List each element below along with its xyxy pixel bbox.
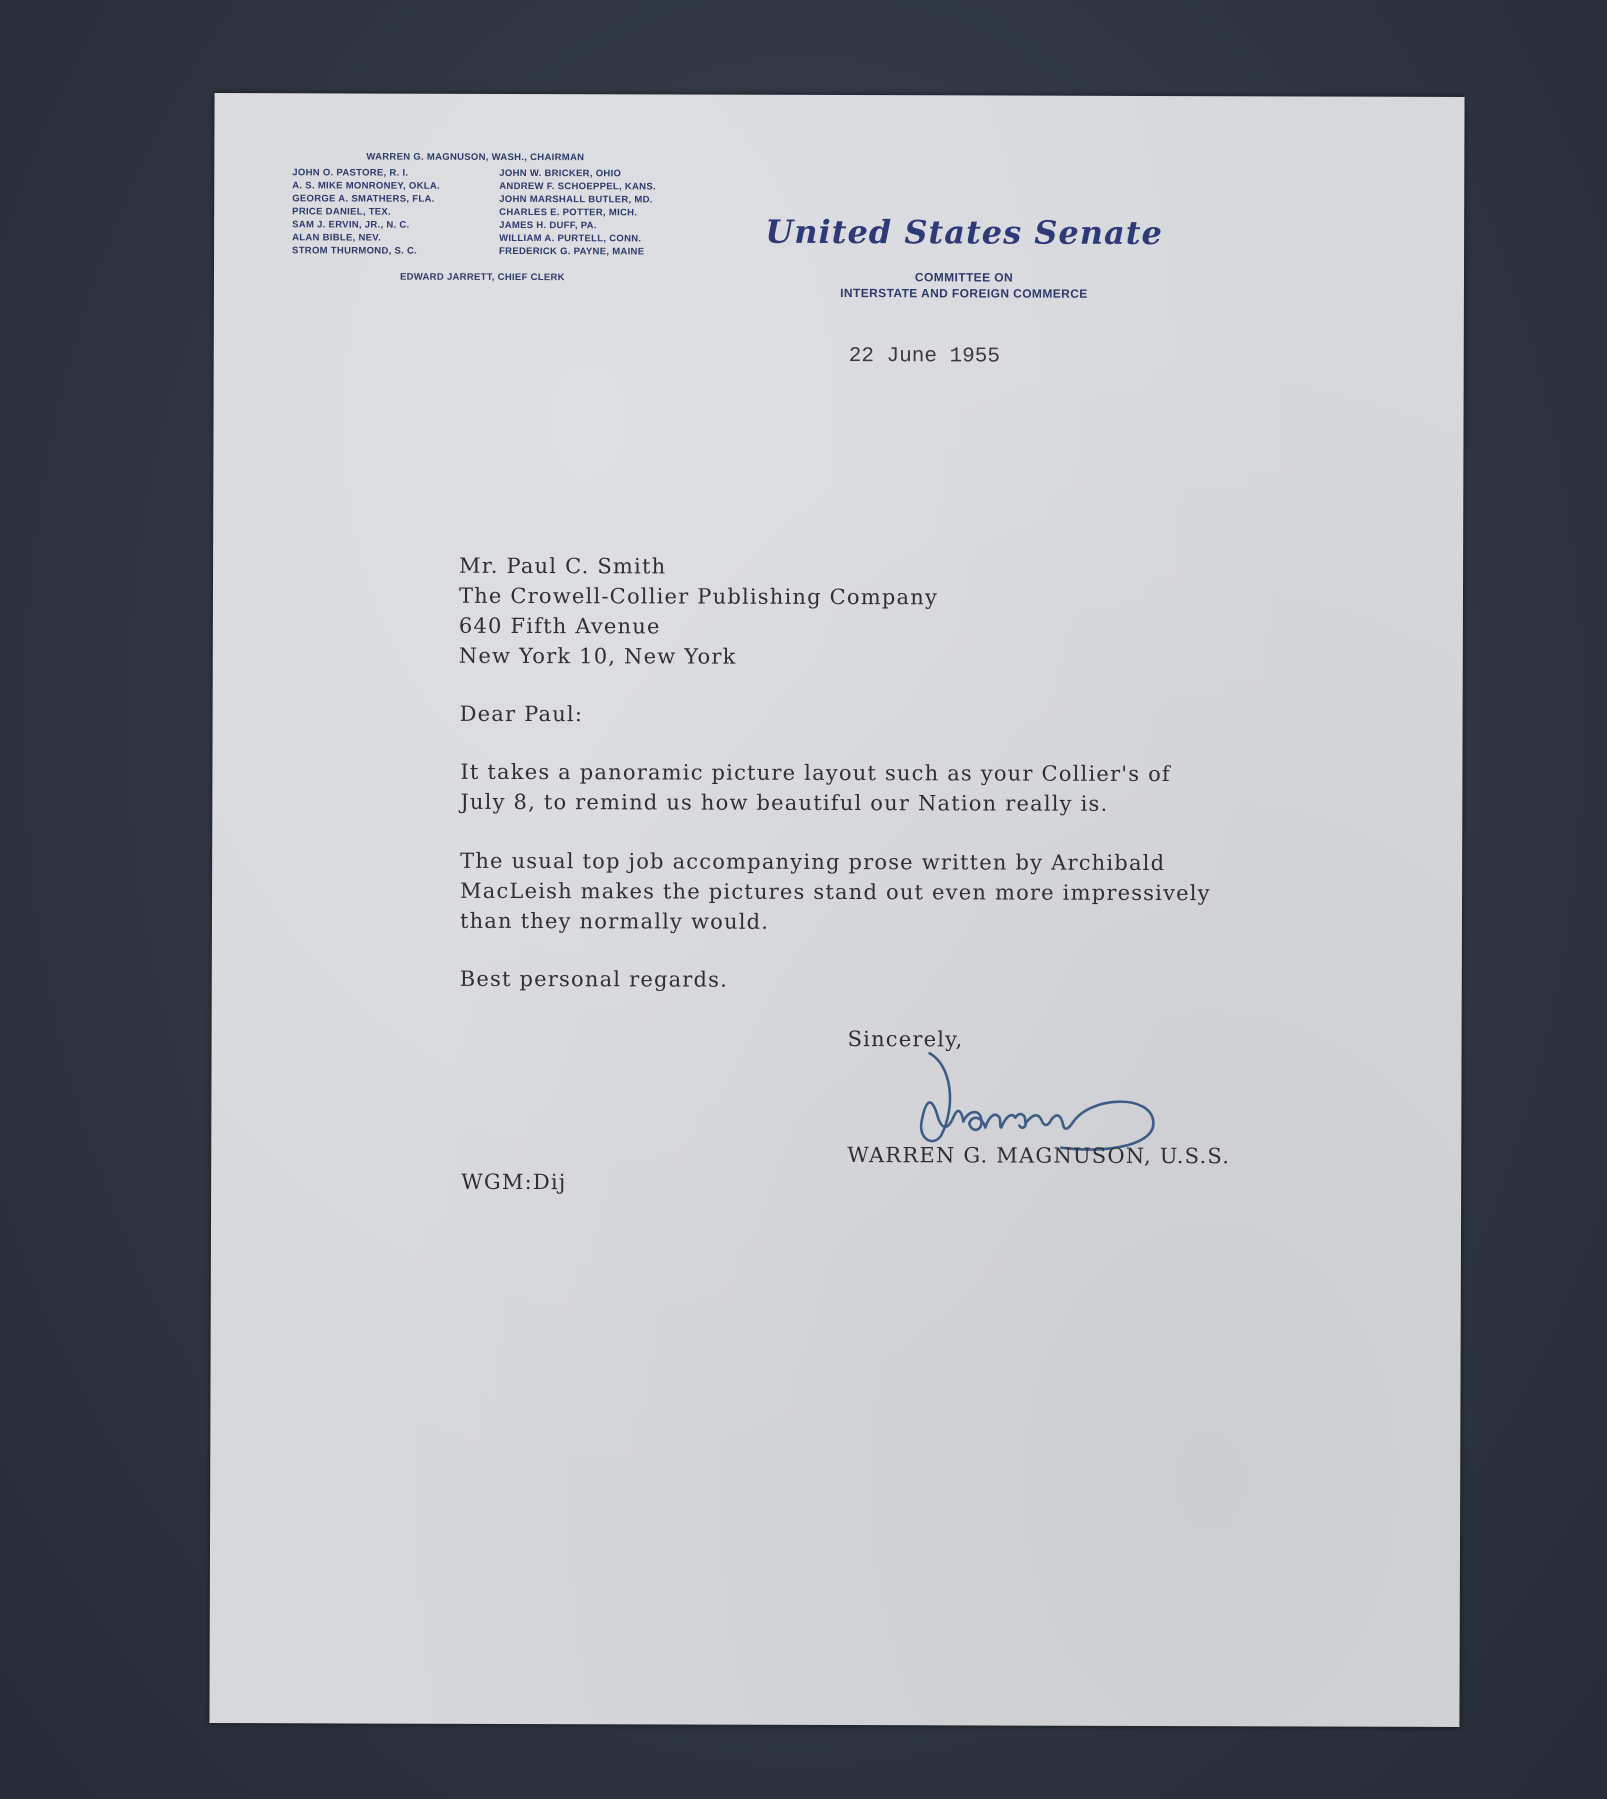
letterhead-member: CHARLES E. POTTER, MICH. (499, 206, 638, 219)
body-paragraph (460, 757, 1171, 819)
body-line: It takes a panoramic picture layout such as your Collier's of (460, 759, 1171, 787)
salutation: Dear Paul: (459, 701, 584, 727)
letter-page (209, 93, 1464, 1727)
letterhead-member: FREDERICK G. PAYNE, MAINE (499, 245, 645, 258)
letterhead-member: GEORGE A. SMATHERS, FLA. (292, 193, 435, 205)
address-line: The Crowell-Collier Publishing Company (458, 583, 939, 610)
letterhead-members-left (292, 166, 440, 257)
committee-name (744, 269, 1184, 302)
sign-off: Sincerely, (847, 1027, 964, 1052)
address-line: Mr. Paul C. Smith (459, 553, 667, 579)
letterhead-member: JOHN W. BRICKER, OHIO (499, 167, 622, 180)
letterhead-members-right (499, 167, 656, 258)
committee-line: COMMITTEE ON (914, 270, 1014, 285)
recipient-address (459, 551, 938, 673)
letterhead-member: JOHN O. PASTORE, R. I. (292, 167, 409, 179)
body-line: July 8, to remind us how beautiful our Nation really is. (460, 789, 1109, 816)
senate-title: United States Senate (765, 212, 1163, 253)
letterhead-member: PRICE DANIEL, TEX. (292, 206, 392, 218)
letterhead-member: A. S. MIKE MONRONEY, OKLA. (292, 180, 440, 192)
address-line: New York 10, New York (458, 643, 737, 669)
body-line: than they normally would. (459, 908, 770, 934)
body-paragraph (460, 846, 1211, 938)
body-line: The usual top job accompanying prose written by Archibald (460, 848, 1166, 876)
signer-name: WARREN G. MAGNUSON, U.S.S. (847, 1143, 1231, 1169)
letter-date: 22 June 1955 (848, 345, 1001, 369)
reference-initials: WGM:Dij (461, 1169, 567, 1195)
letterhead-member: ALAN BIBLE, NEV. (292, 232, 382, 244)
letterhead-chief-clerk: EDWARD JARRETT, CHIEF CLERK (399, 271, 565, 284)
letterhead-member: JAMES H. DUFF, PA. (499, 219, 597, 232)
letterhead-member: JOHN MARSHALL BUTLER, MD. (499, 193, 653, 206)
committee-line: INTERSTATE AND FOREIGN COMMERCE (840, 286, 1088, 301)
letterhead-member: STROM THURMOND, S. C. (292, 245, 418, 257)
letterhead-chairman: WARREN G. MAGNUSON, WASH., CHAIRMAN (366, 151, 585, 164)
closing-line: Best personal regards. (459, 966, 729, 992)
letterhead-member: WILLIAM A. PURTELL, CONN. (499, 232, 642, 245)
body-line: MacLeish makes the pictures stand out even more impressively (460, 878, 1211, 906)
letterhead-member: SAM J. ERVIN, JR., N. C. (292, 219, 410, 231)
letterhead-member: ANDREW F. SCHOEPPEL, KANS. (499, 180, 656, 193)
address-line: 640 Fifth Avenue (458, 613, 661, 639)
